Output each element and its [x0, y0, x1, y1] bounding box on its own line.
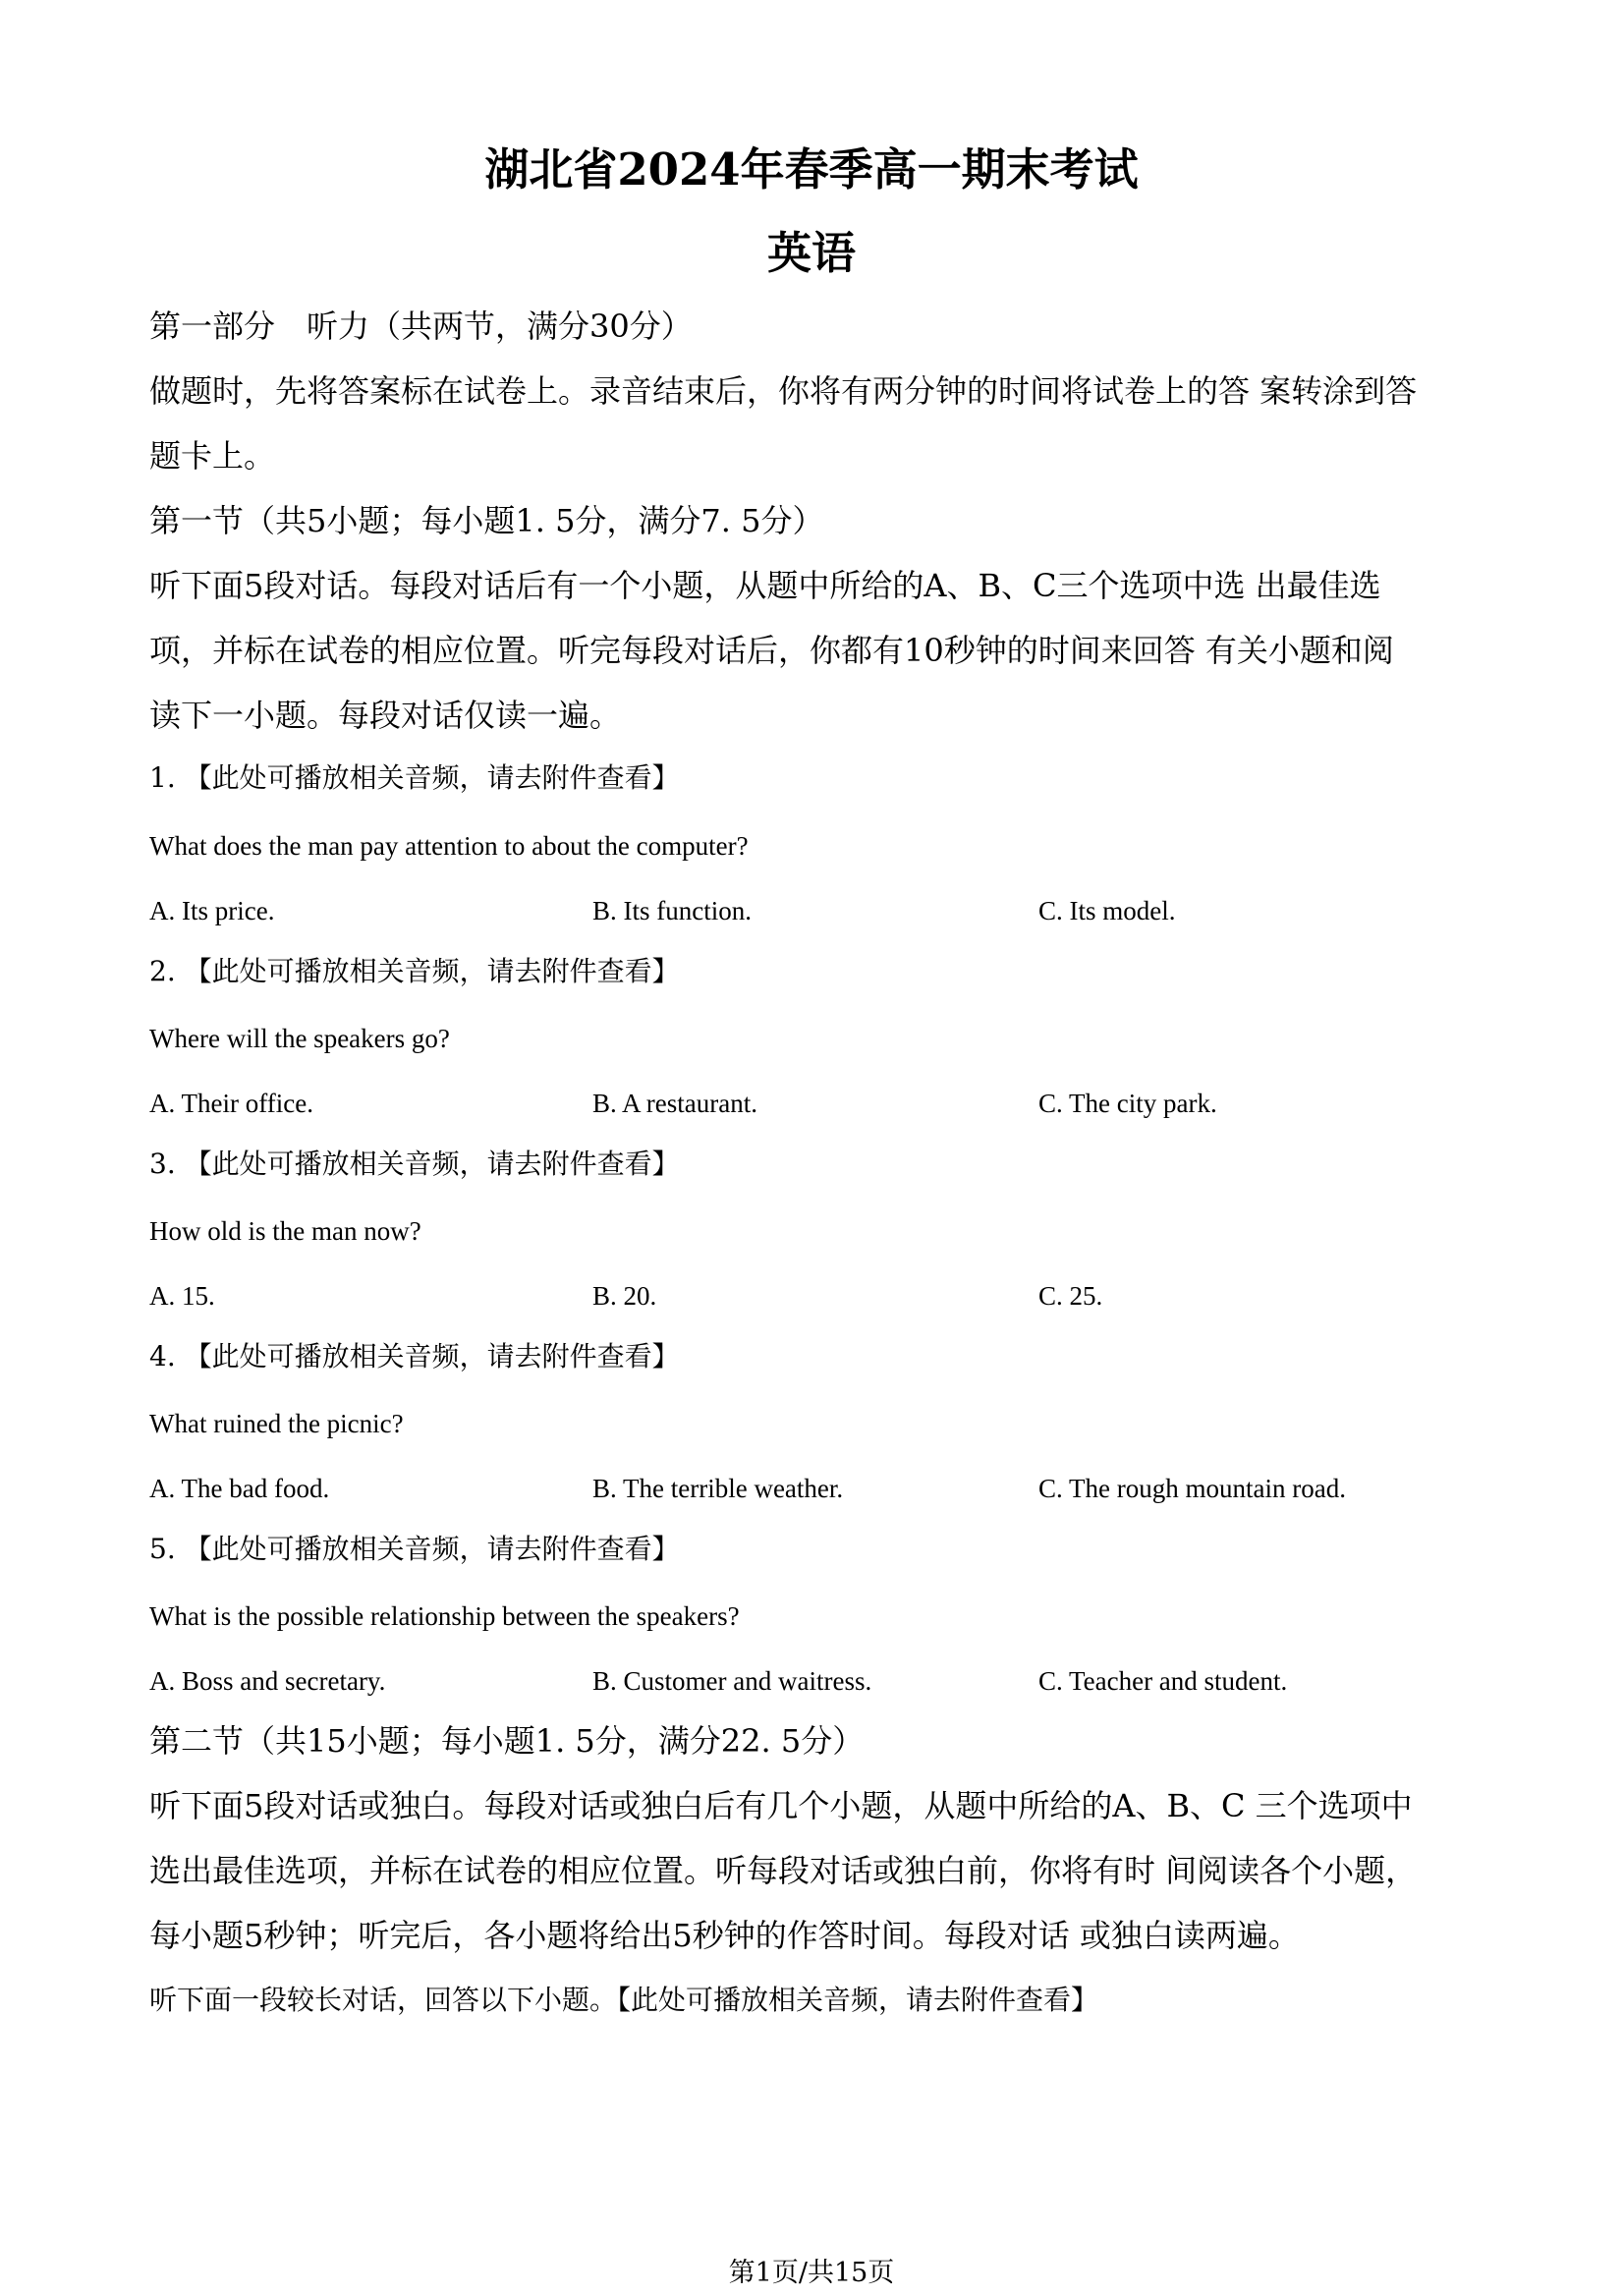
section1-instruction-line: 项，并标在试卷的相应位置。听完每段对话后，你都有10秒钟的时间来回答 有关小题和阅 [149, 632, 1394, 669]
section2-instruction-line: 每小题5秒钟；听完后，各小题将给出5秒钟的作答时间。每段对话 或独白读两遍。 [149, 1917, 1300, 1954]
section1-instruction-line: 听下面5段对话。每段对话后有一个小题，从题中所给的A、B、C三个选项中选 出最佳选 [149, 567, 1381, 604]
question-stem: What ruined the picnic? [149, 1409, 404, 1438]
option-c: C. The rough mountain road. [1038, 1474, 1346, 1503]
subject-title: 英语 [766, 227, 856, 279]
audio-placeholder-long-dialogue[interactable]: 听下面一段较长对话，回答以下小题。【此处可播放相关音频，请去附件查看】 [149, 1984, 1099, 2016]
option-a: A. Boss and secretary. [149, 1666, 386, 1696]
option-c: C. 25. [1038, 1281, 1103, 1311]
section2-heading: 第二节（共15小题；每小题1. 5分，满分22. 5分） [149, 1722, 865, 1760]
question-stem: How old is the man now? [149, 1216, 421, 1246]
option-c: C. The city park. [1038, 1089, 1217, 1118]
audio-placeholder-q1[interactable]: 1. 【此处可播放相关音频，请去附件查看】 [149, 761, 680, 794]
option-b: B. The terrible weather. [592, 1474, 844, 1503]
option-b: B. A restaurant. [592, 1089, 757, 1118]
option-a: A. 15. [149, 1281, 215, 1311]
section1-heading: 第一节（共5小题；每小题1. 5分，满分7. 5分） [149, 502, 824, 539]
page-number: 第1页/共15页 [728, 2258, 895, 2288]
section2-instruction-line: 选出最佳选项，并标在试卷的相应位置。听每段对话或独白前，你将有时 间阅读各个小题， [149, 1852, 1418, 1889]
option-c: C. Teacher and student. [1038, 1666, 1288, 1696]
question-stem: What does the man pay attention to about the computer? [149, 831, 749, 861]
option-c: C. Its model. [1038, 896, 1176, 925]
section2-instruction-line: 听下面5段对话或独白。每段对话或独白后有几个小题，从题中所给的A、B、C 三个选项中 [149, 1787, 1413, 1824]
option-a: A. The bad food. [149, 1474, 330, 1503]
option-b: B. Its function. [592, 896, 752, 925]
audio-placeholder-q5[interactable]: 5. 【此处可播放相关音频，请去附件查看】 [149, 1533, 680, 1565]
audio-placeholder-q3[interactable]: 3. 【此处可播放相关音频，请去附件查看】 [149, 1148, 680, 1180]
audio-placeholder-q2[interactable]: 2. 【此处可播放相关音频，请去附件查看】 [149, 955, 680, 987]
option-b: B. 20. [592, 1281, 657, 1311]
option-a: A. Their office. [149, 1089, 313, 1118]
section1-instruction-line: 读下一小题。每段对话仅读一遍。 [149, 697, 622, 734]
option-b: B. Customer and waitress. [592, 1666, 872, 1696]
part1-instruction-line: 题卡上。 [149, 437, 276, 475]
part1-instruction-line: 做题时，先将答案标在试卷上。录音结束后，你将有两分钟的时间将试卷上的答 案转涂到答 [149, 372, 1418, 410]
option-a: A. Its price. [149, 896, 275, 925]
part1-heading: 第一部分 听力（共两节，满分30分） [149, 308, 693, 345]
audio-placeholder-q4[interactable]: 4. 【此处可播放相关音频，请去附件查看】 [149, 1340, 680, 1372]
exam-title: 湖北省2024年春季高一期末考试 [484, 143, 1139, 196]
question-stem: What is the possible relationship between the speakers? [149, 1601, 740, 1631]
question-stem: Where will the speakers go? [149, 1024, 450, 1053]
